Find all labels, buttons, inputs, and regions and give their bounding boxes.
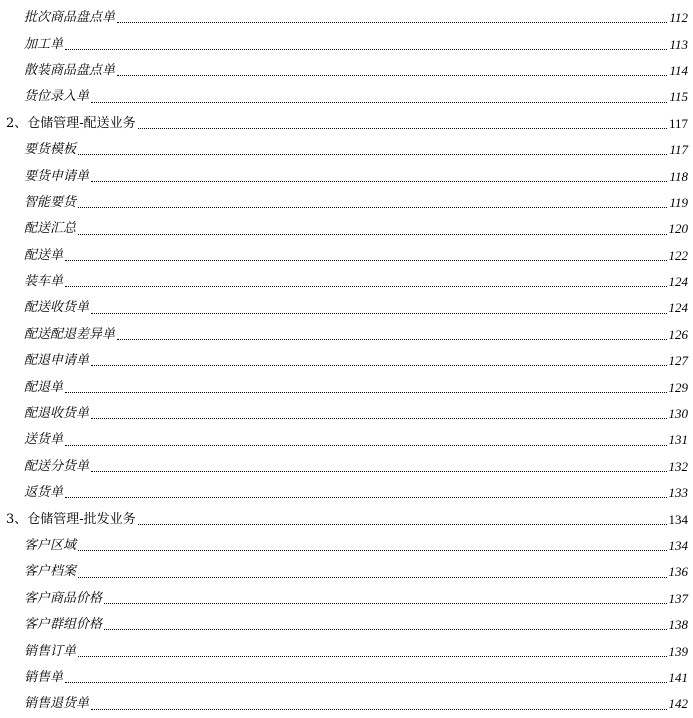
toc-entry-row[interactable] xyxy=(0,665,688,691)
toc-entry-title: 配退单 xyxy=(24,379,64,395)
dot-leader xyxy=(117,21,667,23)
toc-entry-row[interactable] xyxy=(0,190,688,216)
toc-page-number: 133 xyxy=(668,485,688,501)
toc-entry-row[interactable] xyxy=(0,322,688,348)
toc-page-number: 138 xyxy=(668,617,688,633)
toc-page-number: 134 xyxy=(668,538,688,553)
toc-page-number: 126 xyxy=(668,326,688,342)
dot-leader xyxy=(138,523,667,525)
toc-page-number: 119 xyxy=(669,194,688,210)
toc-entry-title: 客户档案 xyxy=(24,564,77,580)
toc-entry-row[interactable] xyxy=(0,533,688,559)
toc-entry-title: 送货单 xyxy=(24,432,64,448)
table-of-contents xyxy=(0,5,688,718)
toc-entry-row[interactable] xyxy=(0,480,688,506)
toc-entry-row[interactable] xyxy=(0,401,688,427)
dot-leader xyxy=(65,444,666,446)
dot-leader xyxy=(65,496,666,498)
toc-page-number: 118 xyxy=(669,168,688,184)
dot-leader xyxy=(91,470,666,472)
toc-entry-title: 要货申请单 xyxy=(24,168,90,184)
dot-leader xyxy=(138,127,667,129)
dot-leader xyxy=(91,180,667,182)
toc-entry-title: 销售单 xyxy=(24,669,64,685)
toc-page-number: 120 xyxy=(668,221,688,237)
dot-leader xyxy=(91,364,666,366)
toc-entry-title: 货位录入单 xyxy=(24,89,90,105)
toc-entry-row[interactable] xyxy=(0,454,688,480)
toc-page-number: 131 xyxy=(668,432,688,448)
toc-page-number: 132 xyxy=(668,458,688,474)
toc-entry-title: 装车单 xyxy=(24,274,64,290)
toc-entry-title: 客户商品价格 xyxy=(24,590,103,606)
toc-page-number: 136 xyxy=(668,564,688,580)
toc-entry-title: 销售订单 xyxy=(24,643,77,659)
toc-page-number: 114 xyxy=(669,62,688,78)
toc-entry-title: 客户区域 xyxy=(24,538,77,553)
toc-page-number: 122 xyxy=(668,247,688,263)
toc-entry-row[interactable] xyxy=(0,58,688,84)
toc-page-number: 117 xyxy=(668,115,688,131)
toc-entry-row[interactable] xyxy=(0,5,688,31)
dot-leader xyxy=(78,206,667,208)
toc-entry-row[interactable] xyxy=(0,216,688,242)
toc-entry-title: 批次商品盘点单 xyxy=(24,10,116,26)
dot-leader xyxy=(65,285,666,287)
toc-entry-title: 3、仓储管理-批发业务 xyxy=(6,511,136,527)
dot-leader xyxy=(91,417,666,419)
dot-leader xyxy=(91,312,666,314)
toc-entry-title: 配送收货单 xyxy=(24,300,90,316)
dot-leader xyxy=(65,48,667,50)
toc-page-number: 124 xyxy=(668,274,688,290)
toc-page-number: 134 xyxy=(668,511,688,527)
dot-leader xyxy=(117,74,667,76)
toc-entry-title: 2、仓储管理-配送业务 xyxy=(6,115,136,131)
toc-entry-title: 配送汇总 xyxy=(24,221,77,237)
toc-entry-row[interactable] xyxy=(0,638,688,664)
toc-section-row[interactable] xyxy=(0,506,688,532)
toc-entry-row[interactable] xyxy=(0,84,688,110)
toc-page-number: 112 xyxy=(669,10,688,26)
toc-entry-row[interactable] xyxy=(0,269,688,295)
toc-page-number: 129 xyxy=(668,379,688,395)
toc-entry-title: 要货模板 xyxy=(24,142,77,158)
dot-leader xyxy=(65,681,666,683)
toc-entry-row[interactable] xyxy=(0,559,688,585)
toc-entry-row[interactable] xyxy=(0,295,688,321)
dot-leader xyxy=(104,602,666,604)
dot-leader xyxy=(91,708,666,710)
toc-page-number: 124 xyxy=(668,300,688,316)
toc-page-number: 137 xyxy=(668,590,688,606)
toc-entry-row[interactable] xyxy=(0,137,688,163)
toc-entry-row[interactable] xyxy=(0,348,688,374)
toc-entry-row[interactable] xyxy=(0,612,688,638)
toc-entry-row[interactable] xyxy=(0,31,688,57)
dot-leader xyxy=(78,576,666,578)
toc-page-number: 113 xyxy=(669,36,688,52)
dot-leader xyxy=(91,101,667,103)
dot-leader xyxy=(65,391,666,393)
toc-page-number: 127 xyxy=(668,353,688,369)
toc-page-number: 130 xyxy=(668,406,688,422)
toc-section-row[interactable] xyxy=(0,111,688,137)
toc-page-number: 115 xyxy=(669,89,688,105)
toc-entry-row[interactable] xyxy=(0,243,688,269)
toc-entry-title: 销售退货单 xyxy=(24,696,90,712)
toc-entry-title: 客户群组价格 xyxy=(24,617,103,633)
dot-leader xyxy=(78,153,667,155)
toc-page-number: 117 xyxy=(669,142,688,158)
toc-entry-title: 配退申请单 xyxy=(24,353,90,369)
dot-leader xyxy=(117,338,666,340)
toc-entry-title: 配送单 xyxy=(24,247,64,263)
toc-entry-title: 散装商品盘点单 xyxy=(24,62,116,78)
dot-leader xyxy=(78,655,666,657)
toc-entry-title: 配送分货单 xyxy=(24,458,90,474)
dot-leader xyxy=(78,549,666,551)
toc-entry-title: 配退收货单 xyxy=(24,406,90,422)
toc-page-number: 142 xyxy=(668,696,688,712)
toc-entry-row[interactable] xyxy=(0,586,688,612)
dot-leader xyxy=(78,233,666,235)
toc-entry-row[interactable] xyxy=(0,427,688,453)
dot-leader xyxy=(104,628,666,630)
toc-entry-title: 智能要货 xyxy=(24,194,77,210)
toc-entry-title: 返货单 xyxy=(24,485,64,501)
toc-entry-row[interactable] xyxy=(0,163,688,189)
toc-entry-row[interactable] xyxy=(0,374,688,400)
toc-page-number: 139 xyxy=(668,643,688,659)
toc-entry-title: 配送配退差异单 xyxy=(24,326,116,342)
toc-entry-title: 加工单 xyxy=(24,36,64,52)
toc-page-number: 141 xyxy=(668,669,688,685)
dot-leader xyxy=(65,259,666,261)
